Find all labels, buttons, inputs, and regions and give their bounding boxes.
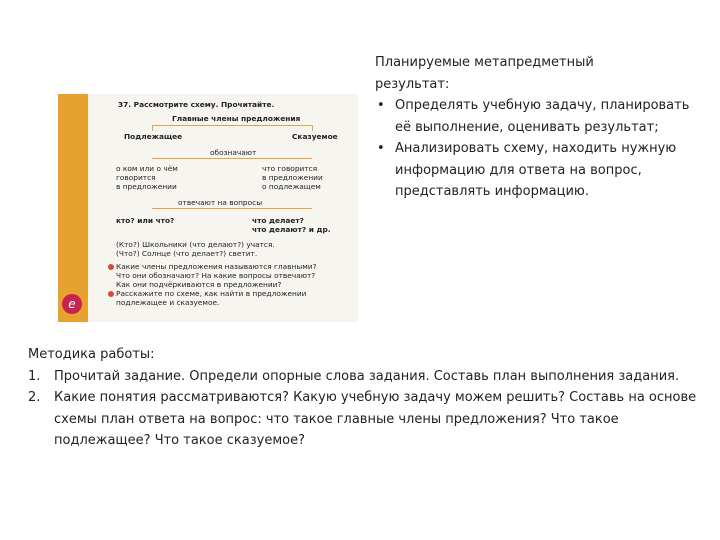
scan-content — [68, 94, 356, 322]
planned-results-list — [375, 95, 705, 203]
scan-subject: Подлежащее — [124, 132, 183, 141]
item-text: Прочитай задание. Определи опорные слова задания. Составь план выполнения задания. — [54, 368, 680, 384]
question-marker-dot — [108, 264, 114, 270]
planned-result-text: Анализировать схему, находить нужную информацию для ответа на вопрос, представлять информацию. — [395, 141, 677, 199]
scan-question-4: Расскажите по схеме, как найти в предложении — [116, 289, 307, 298]
work-method — [28, 344, 698, 452]
scan-left-3: в предложении — [116, 182, 177, 191]
bullet-icon: • — [377, 141, 385, 156]
planned-results — [375, 52, 705, 203]
scan-q-right-1: что делает? — [252, 216, 304, 225]
scan-heading: 37. Рассмотрите схему. Прочитайте. — [118, 100, 275, 109]
scan-predicate: Сказуемое — [292, 132, 338, 141]
scheme-line-mid — [152, 158, 312, 159]
work-method-list — [28, 366, 698, 452]
scan-right-2: в предложении — [262, 173, 323, 182]
planned-results-title: Планируемые метапредметный результат: — [375, 55, 594, 92]
scan-left-1: о ком или о чём — [116, 164, 178, 173]
scheme-line-bottom — [152, 208, 312, 209]
scan-example-2: (Что?) Солнце (что делает?) светит. — [116, 249, 258, 258]
planned-result-text: Определять учебную задачу, планировать её выполнение, оценивать результат; — [395, 98, 690, 135]
scheme-line-top — [152, 125, 312, 126]
item-text: Какие понятия рассматриваются? Какую учебную задачу можем решить? Составь на основе схемы план ответа на вопрос: что такое главные члены предложения? Что такое подлежащее? Что такое сказуемое? — [54, 390, 697, 448]
scan-question-5: подлежащее и сказуемое. — [116, 298, 220, 307]
scan-denote: обозначают — [210, 148, 257, 157]
page-margin-bar — [58, 94, 88, 322]
scan-right-3: о подлежащем — [262, 182, 321, 191]
scan-main-members: Главные члены предложения — [172, 114, 301, 123]
textbook-scan-image — [58, 94, 358, 322]
scan-answer: отвечают на вопросы — [178, 198, 263, 207]
scheme-vline-right — [312, 125, 313, 131]
work-method-item — [28, 366, 698, 388]
planned-result-item — [375, 95, 705, 138]
scan-question-3: Как они подчёркиваются в предложении? — [116, 280, 282, 289]
work-method-item — [28, 387, 698, 452]
item-number: 1. — [28, 368, 41, 384]
scan-q-left: кто? или что? — [116, 216, 175, 225]
textbook-e-icon: e — [62, 294, 82, 314]
item-number: 2. — [28, 390, 41, 405]
scan-question-2: Что они обозначают? На какие вопросы отвечают? — [116, 271, 316, 280]
planned-result-item — [375, 138, 705, 203]
scan-right-1: что говорится — [262, 164, 318, 173]
scan-left-2: говорится — [116, 173, 156, 182]
bullet-icon: • — [377, 98, 385, 113]
task-marker-dot — [108, 291, 114, 297]
scheme-vline-left — [152, 125, 153, 131]
scan-question-1: Какие члены предложения называются главными? — [116, 262, 317, 271]
work-method-title: Методика работы: — [28, 347, 155, 362]
scan-example-1: (Кто?) Школьники (что делают?) учатся. — [116, 240, 275, 249]
scan-q-right-2: что делают? и др. — [252, 225, 331, 234]
